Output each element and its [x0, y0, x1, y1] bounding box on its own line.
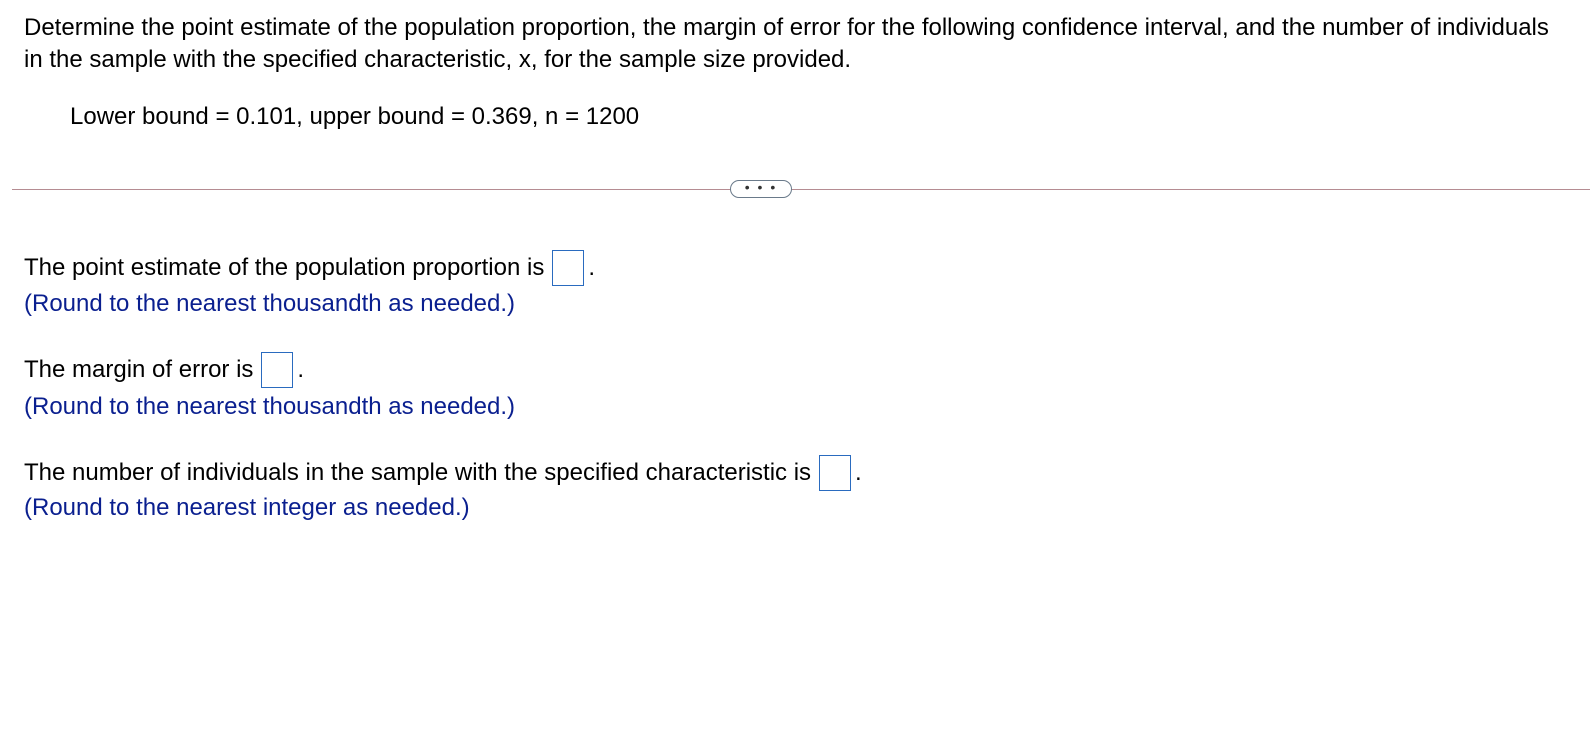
expand-more-button[interactable]: • • •: [730, 180, 792, 198]
point-estimate-period: .: [588, 254, 595, 281]
question-text: Determine the point estimate of the population proportion, the margin of error for the following confidence interval, and the number of individuals in the sample with the specified characteristic, x, for the sample size provided.: [24, 14, 1549, 73]
sample-count-period: .: [855, 459, 862, 486]
point-estimate-hint: (Round to the nearest thousandth as needed.): [24, 290, 516, 317]
answer-line-point-estimate: [24, 250, 595, 286]
sample-count-hint: (Round to the nearest integer as needed.): [24, 494, 470, 521]
given-values: Lower bound = 0.101, upper bound = 0.369, n = 1200: [70, 103, 640, 130]
point-estimate-prompt: The point estimate of the population proportion is: [24, 254, 545, 281]
sample-count-prompt: The number of individuals in the sample with the specified characteristic is: [24, 459, 812, 486]
point-estimate-input[interactable]: [552, 250, 584, 286]
margin-of-error-period: .: [297, 356, 305, 383]
margin-of-error-hint: (Round to the nearest thousandth as needed.): [24, 393, 516, 420]
sample-count-input[interactable]: [819, 455, 851, 491]
answer-line-sample-count: [24, 455, 862, 491]
margin-of-error-input[interactable]: [261, 352, 293, 388]
margin-of-error-prompt: The margin of error is: [24, 356, 254, 383]
answer-line-margin-of-error: [24, 352, 304, 388]
section-divider: [12, 189, 1590, 190]
